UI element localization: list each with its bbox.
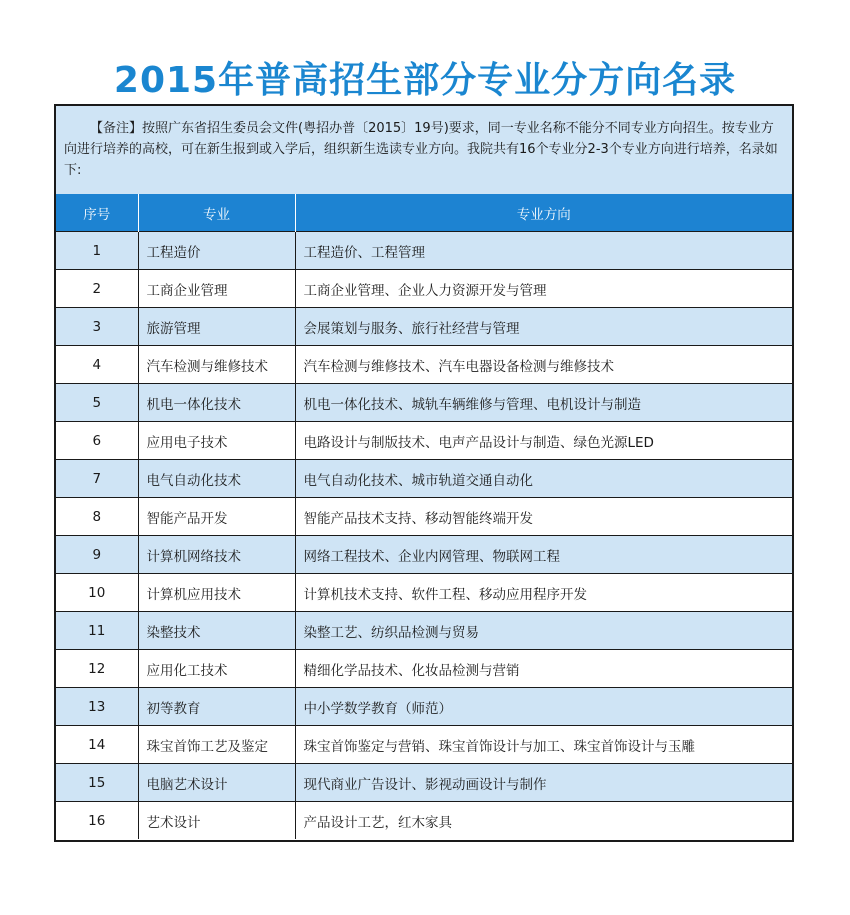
cell-direction: 产品设计工艺，红木家具 — [295, 802, 792, 840]
cell-major: 应用化工技术 — [138, 650, 295, 688]
cell-seq: 7 — [56, 460, 138, 498]
table-body — [56, 232, 792, 840]
cell-major: 电脑艺术设计 — [138, 764, 295, 802]
cell-direction: 网络工程技术、企业内网管理、物联网工程 — [295, 536, 792, 574]
cell-seq: 3 — [56, 308, 138, 346]
table-row — [56, 384, 792, 422]
cell-direction: 精细化学品技术、化妆品检测与营销 — [295, 650, 792, 688]
table-row — [56, 460, 792, 498]
table-row — [56, 270, 792, 308]
cell-major: 汽车检测与维修技术 — [138, 346, 295, 384]
cell-direction: 会展策划与服务、旅行社经营与管理 — [295, 308, 792, 346]
cell-seq: 14 — [56, 726, 138, 764]
cell-direction: 计算机技术支持、软件工程、移动应用程序开发 — [295, 574, 792, 612]
cell-seq: 16 — [56, 802, 138, 840]
table-row — [56, 346, 792, 384]
cell-direction: 机电一体化技术、城轨车辆维修与管理、电机设计与制造 — [295, 384, 792, 422]
cell-major: 初等教育 — [138, 688, 295, 726]
header-major: 专业 — [138, 194, 295, 232]
table-row — [56, 232, 792, 270]
table-row — [56, 802, 792, 840]
cell-major: 旅游管理 — [138, 308, 295, 346]
table-row — [56, 612, 792, 650]
cell-major: 应用电子技术 — [138, 422, 295, 460]
cell-seq: 12 — [56, 650, 138, 688]
table-row — [56, 536, 792, 574]
cell-major: 艺术设计 — [138, 802, 295, 840]
cell-seq: 10 — [56, 574, 138, 612]
table-header-row — [56, 194, 792, 232]
table-row — [56, 688, 792, 726]
cell-seq: 9 — [56, 536, 138, 574]
table-row — [56, 764, 792, 802]
cell-major: 计算机网络技术 — [138, 536, 295, 574]
cell-major: 智能产品开发 — [138, 498, 295, 536]
page-title: 2015年普高招生部分专业分方向名录 — [113, 60, 737, 101]
cell-major: 机电一体化技术 — [138, 384, 295, 422]
table-row — [56, 574, 792, 612]
cell-direction: 智能产品技术支持、移动智能终端开发 — [295, 498, 792, 536]
cell-major: 计算机应用技术 — [138, 574, 295, 612]
cell-major: 电气自动化技术 — [138, 460, 295, 498]
table-row — [56, 726, 792, 764]
table-frame — [54, 104, 794, 842]
cell-direction: 电路设计与制版技术、电声产品设计与制造、绿色光源LED — [295, 422, 792, 460]
cell-major: 工商企业管理 — [138, 270, 295, 308]
cell-direction: 珠宝首饰鉴定与营销、珠宝首饰设计与加工、珠宝首饰设计与玉雕 — [295, 726, 792, 764]
table-row — [56, 650, 792, 688]
cell-seq: 11 — [56, 612, 138, 650]
majors-table — [56, 194, 792, 839]
table-row — [56, 422, 792, 460]
cell-direction: 现代商业广告设计、影视动画设计与制作 — [295, 764, 792, 802]
cell-major: 工程造价 — [138, 232, 295, 270]
cell-seq: 5 — [56, 384, 138, 422]
cell-direction: 工程造价、工程管理 — [295, 232, 792, 270]
note-text: 【备注】按照广东省招生委员会文件(粤招办普〔2015〕19号)要求，同一专业名称不能分不同专业方向招生。按专业方向进行培养的高校，可在新生报到或入学后，组织新生选读专业方向。我院共有16个专业分2-3个专业方向进行培养，名录如下: — [56, 106, 792, 194]
cell-direction: 工商企业管理、企业人力资源开发与管理 — [295, 270, 792, 308]
cell-direction: 汽车检测与维修技术、汽车电器设备检测与维修技术 — [295, 346, 792, 384]
table-row — [56, 308, 792, 346]
cell-seq: 4 — [56, 346, 138, 384]
cell-seq: 6 — [56, 422, 138, 460]
cell-major: 珠宝首饰工艺及鉴定 — [138, 726, 295, 764]
cell-direction: 电气自动化技术、城市轨道交通自动化 — [295, 460, 792, 498]
cell-direction: 中小学数学教育（师范） — [295, 688, 792, 726]
cell-seq: 2 — [56, 270, 138, 308]
cell-direction: 染整工艺、纺织品检测与贸易 — [295, 612, 792, 650]
header-direction: 专业方向 — [295, 194, 792, 232]
cell-seq: 1 — [56, 232, 138, 270]
table-row — [56, 498, 792, 536]
cell-seq: 13 — [56, 688, 138, 726]
header-seq: 序号 — [56, 194, 138, 232]
cell-seq: 8 — [56, 498, 138, 536]
cell-seq: 15 — [56, 764, 138, 802]
cell-major: 染整技术 — [138, 612, 295, 650]
